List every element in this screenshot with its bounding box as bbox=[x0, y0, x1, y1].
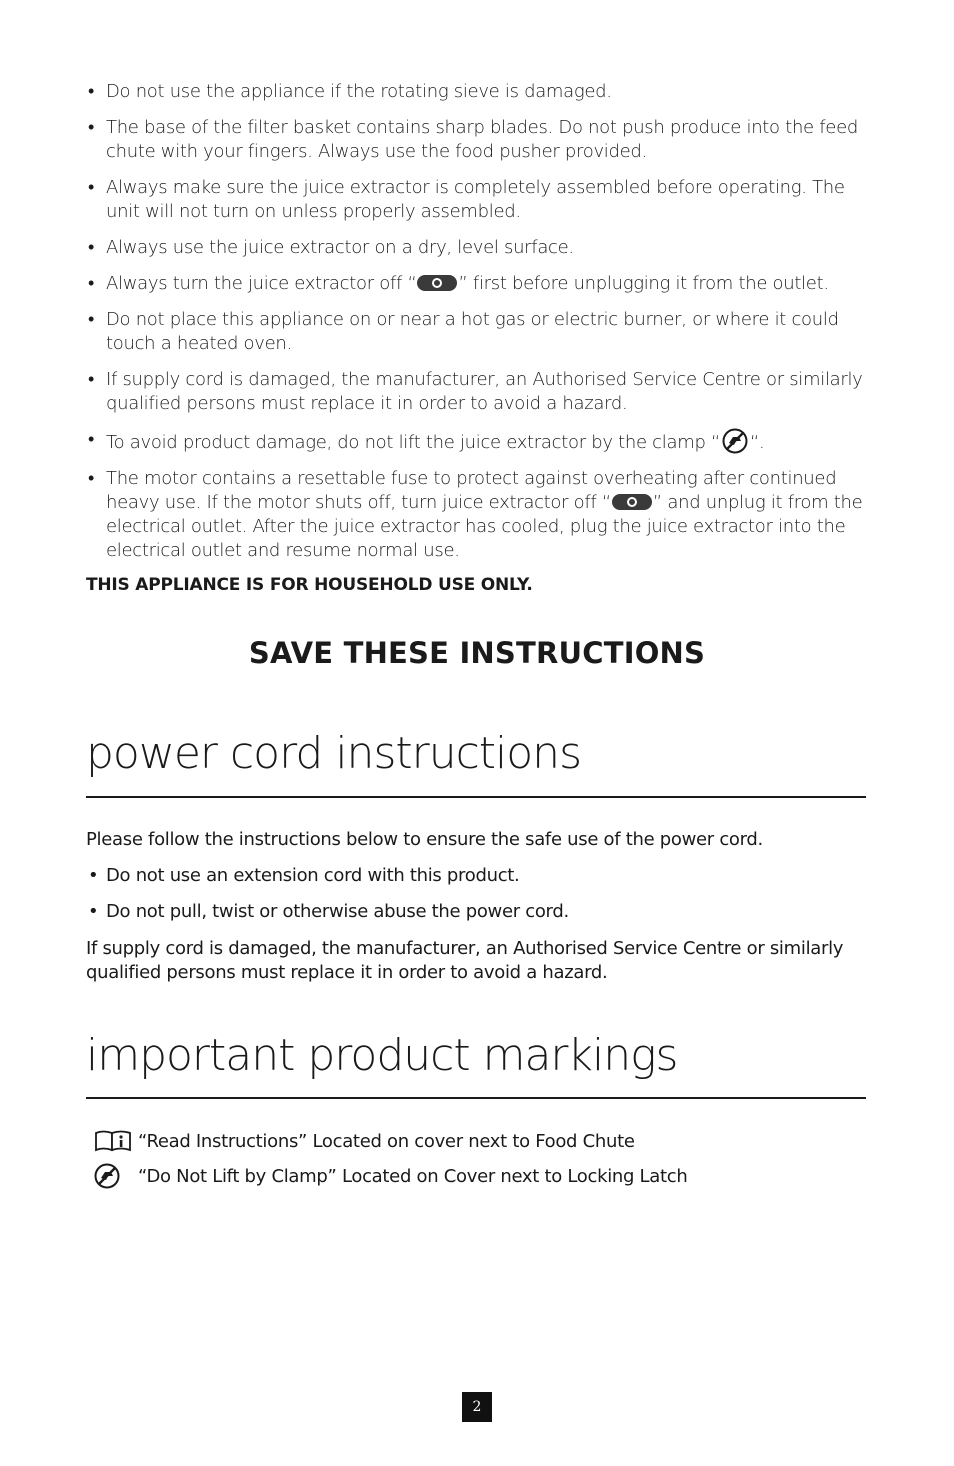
markings-title: important product markings bbox=[86, 1030, 678, 1081]
marking-text: “Do Not Lift by Clamp” Located on Cover next to Locking Latch bbox=[138, 1165, 688, 1187]
section-divider bbox=[86, 1097, 866, 1099]
save-instructions-heading: SAVE THESE INSTRUCTIONS bbox=[248, 636, 706, 670]
safety-bullet: • Do not place this appliance on or near a hot gas or electric burner, or where it could touch a heated oven. bbox=[86, 308, 876, 356]
power-cord-bullet-list bbox=[86, 864, 876, 936]
safety-bullet: • Do not use the appliance if the rotating sieve is damaged. bbox=[86, 80, 876, 104]
page-number: 2 bbox=[462, 1392, 492, 1422]
power-cord-title: power cord instructions bbox=[86, 728, 581, 779]
read-instructions-icon bbox=[94, 1128, 134, 1154]
safety-bullet: • Always turn the juice extractor off “ ” first before unplugging it from the outlet. bbox=[86, 272, 876, 296]
power-cord-bullet: • Do not use an extension cord with this product. bbox=[86, 864, 876, 888]
section-divider bbox=[86, 796, 866, 798]
power-cord-intro: Please follow the instructions below to ensure the safe use of the power cord. bbox=[86, 829, 763, 850]
safety-bullet-list bbox=[86, 80, 876, 575]
safety-bullet: • If supply cord is damaged, the manufacturer, an Authorised Service Centre or similarly qualified persons must replace it in order to avoid a hazard. bbox=[86, 368, 876, 416]
off-button-icon bbox=[417, 275, 457, 291]
power-cord-bullet: • Do not pull, twist or otherwise abuse the power cord. bbox=[86, 900, 876, 924]
safety-bullet: • Always use the juice extractor on a dry, level surface. bbox=[86, 236, 876, 260]
safety-bullet: • The base of the filter basket contains sharp blades. Do not push produce into the feed chute with your fingers. Always use the food pusher provided. bbox=[86, 116, 876, 164]
safety-bullet: • To avoid product damage, do not lift the juice extractor by the clamp “ “. bbox=[86, 428, 876, 455]
marking-item bbox=[94, 1127, 635, 1155]
household-use-notice: THIS APPLIANCE IS FOR HOUSEHOLD USE ONLY. bbox=[86, 575, 533, 595]
safety-bullet: • The motor contains a resettable fuse to protect against overheating after continued heavy use. If the motor shuts off, turn juice extractor off “ ” and unplug it from the electrical outlet. After the juice extractor has cooled, plug the juice extractor into the electrical outlet and resume normal use. bbox=[86, 467, 876, 563]
safety-bullet: • Always make sure the juice extractor is completely assembled before operating. The unit will not turn on unless properly assembled. bbox=[86, 176, 876, 224]
do-not-lift-clamp-icon bbox=[722, 428, 748, 454]
marking-text: “Read Instructions” Located on cover next to Food Chute bbox=[138, 1130, 635, 1152]
marking-item bbox=[94, 1162, 687, 1190]
power-cord-closing: If supply cord is damaged, the manufacturer, an Authorised Service Centre or similarly qualified persons must replace it in order to avoid a hazard. bbox=[86, 938, 844, 983]
off-button-icon bbox=[612, 494, 652, 510]
do-not-lift-clamp-icon bbox=[94, 1163, 134, 1189]
